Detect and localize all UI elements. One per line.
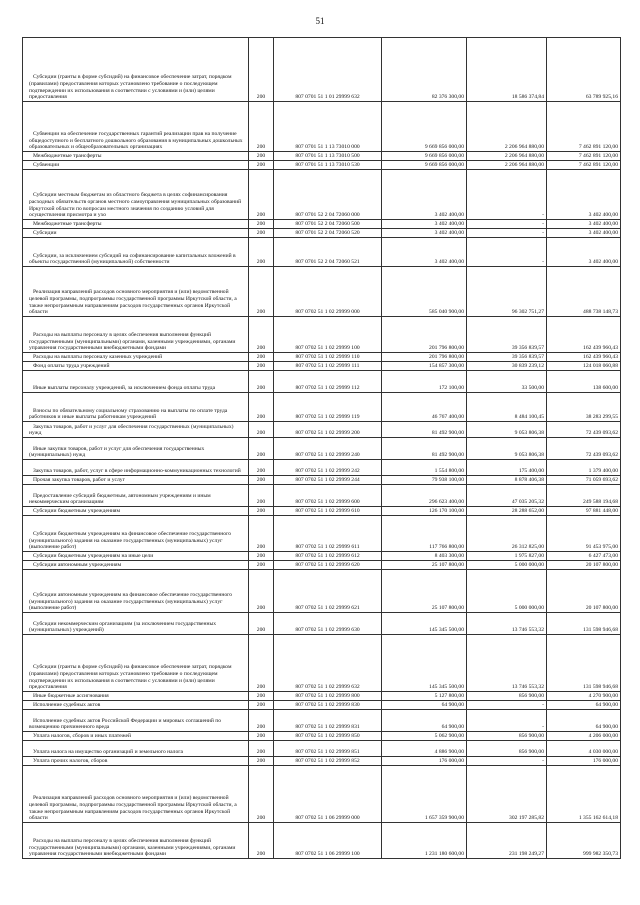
table-row: [23, 152, 621, 161]
table-row: [23, 570, 621, 613]
row-code-cell: 200: [249, 635, 274, 692]
table-row: [23, 38, 621, 102]
row-code-cell: 200: [249, 317, 274, 353]
row-unexecuted-cell: 131 598 946,68: [547, 613, 621, 635]
row-budget-classification-cell: 807 0702 51 1 02 29999 119: [274, 393, 382, 422]
row-unexecuted-cell: 64 900,00: [547, 710, 621, 732]
row-name-text: Иные выплаты персоналу учреждений, за исключением фонда оплаты труда: [33, 385, 216, 392]
row-unexecuted-cell: 20 107 800,00: [547, 570, 621, 613]
row-name-cell: [23, 701, 249, 710]
row-name-cell: [23, 393, 249, 422]
row-unexecuted-cell: 64 900,00: [547, 701, 621, 710]
row-approved-cell: 4 886 900,00: [382, 741, 467, 757]
row-unexecuted-cell: 72 439 093,62: [547, 422, 621, 438]
row-code-cell: 200: [249, 823, 274, 859]
row-approved-cell: 81 492 900,00: [382, 438, 467, 460]
row-budget-classification-cell: 807 0702 51 1 06 29999 000: [274, 766, 382, 823]
row-approved-cell: 9 669 856 000,00: [382, 161, 467, 170]
table-row: [23, 516, 621, 552]
row-name-cell: [23, 238, 249, 267]
row-code-cell: 200: [249, 613, 274, 635]
table-row: [23, 371, 621, 393]
row-budget-classification-cell: 807 0702 51 1 02 29999 200: [274, 422, 382, 438]
row-executed-cell: 13 746 553,32: [467, 613, 547, 635]
row-name-text: Субсидии (гранты в форме субсидий) на финансовое обеспечение затрат, порядком (правилами) предоставления которых установлено требование о последующем подтверждении их использования в соответствии с условиями и (или) целями предоставления: [29, 74, 232, 101]
row-approved-cell: 585 040 900,00: [382, 267, 467, 317]
row-name-cell: [23, 570, 249, 613]
row-approved-cell: 81 492 900,00: [382, 422, 467, 438]
row-name-text: Расходы на выплаты персоналу в целях обеспечения выполнения функций государственными (муниципальными) органами, казенными учреждениями, органами управления государственными внебюджетными фондами: [29, 837, 236, 858]
row-name-cell: [23, 267, 249, 317]
row-name-cell: [23, 710, 249, 732]
table-row: [23, 161, 621, 170]
row-code-cell: 200: [249, 485, 274, 507]
row-name-text: Уплата налога на имущество организаций и земельного налога: [33, 749, 184, 756]
row-name-text: Субсидии автономным учреждениям: [33, 562, 122, 569]
row-name-cell: [23, 507, 249, 516]
row-name-text: Взносы по обязательному социальному страхованию на выплаты по оплате труда работников и иные выплаты работникам учреждений: [29, 407, 228, 421]
row-approved-cell: 3 402 400,00: [382, 238, 467, 267]
row-budget-classification-cell: 807 0701 51 1 01 29999 632: [274, 38, 382, 102]
row-budget-classification-cell: 807 0702 51 1 02 29999 632: [274, 635, 382, 692]
row-name-cell: [23, 422, 249, 438]
row-unexecuted-cell: 3 402 400,00: [547, 229, 621, 238]
row-budget-classification-cell: 807 0702 51 1 02 29999 830: [274, 701, 382, 710]
row-code-cell: 200: [249, 102, 274, 152]
row-budget-classification-cell: 807 0702 51 1 02 29999 600: [274, 485, 382, 507]
row-name-text: Субсидии некоммерческим организациям (за исключением государственных (муниципальных) учреждений): [29, 620, 217, 634]
row-name-text: Межбюджетные трансферты: [33, 153, 102, 160]
row-unexecuted-cell: 7 462 891 120,00: [547, 161, 621, 170]
row-name-text: Фонд оплаты труда учреждений: [33, 363, 110, 370]
row-executed-cell: 9 053 806,38: [467, 422, 547, 438]
row-executed-cell: 26 312 825,00: [467, 516, 547, 552]
row-name-text: Субсидии, за исключением субсидий на софинансирование капитальных вложений в объекты государственной (муниципальной) собственности: [29, 252, 236, 266]
table-row: [23, 362, 621, 371]
row-name-cell: [23, 757, 249, 766]
row-unexecuted-cell: 63 789 925,16: [547, 38, 621, 102]
table-row: [23, 422, 621, 438]
row-approved-cell: 64 900,00: [382, 710, 467, 732]
row-name-cell: [23, 485, 249, 507]
table-row: [23, 460, 621, 476]
row-approved-cell: 5 062 900,00: [382, 732, 467, 741]
row-executed-cell: -: [467, 238, 547, 267]
row-name-text: Субсидии местным бюджетам из областного бюджета в целях софинансирования расходных обязательств органов местного самоуправления муниципальных образований Иркутской области по вопросам местного значения по созданию условий для осуществления присмотра и ухо: [29, 192, 242, 219]
row-unexecuted-cell: 72 439 093,62: [547, 438, 621, 460]
row-name-text: Субвенции на обеспечение государственных гарантий реализации прав на получение общедоступного и бесплатного дошкольного образования в муниципальных дошкольных образовательных и общеобразовательных организациях: [29, 130, 243, 151]
row-name-cell: [23, 38, 249, 102]
row-name-text: Уплата налогов, сборов и иных платежей: [33, 733, 131, 740]
row-unexecuted-cell: 4 030 000,00: [547, 741, 621, 757]
row-code-cell: 200: [249, 220, 274, 229]
row-budget-classification-cell: 807 0702 51 1 02 29999 800: [274, 692, 382, 701]
row-budget-classification-cell: 807 0701 52 2 04 72060 521: [274, 238, 382, 267]
row-budget-classification-cell: 807 0702 51 1 02 29999 112: [274, 371, 382, 393]
table-row: [23, 692, 621, 701]
row-unexecuted-cell: 71 059 693,62: [547, 476, 621, 485]
page-number: 51: [315, 16, 325, 26]
row-budget-classification-cell: 807 0702 51 1 02 29999 852: [274, 757, 382, 766]
row-approved-cell: 1 657 359 900,00: [382, 766, 467, 823]
table-row: [23, 766, 621, 823]
row-code-cell: 200: [249, 152, 274, 161]
table-row: [23, 507, 621, 516]
row-name-text: Субсидии автономным учреждениям на финансовое обеспечение государственного (муниципального) задания на оказание государственных (муниципальных) услуг (выполнение работ): [29, 591, 233, 612]
row-budget-classification-cell: 807 0702 51 1 02 29999 240: [274, 438, 382, 460]
row-approved-cell: 1 231 180 600,00: [382, 823, 467, 859]
row-budget-classification-cell: 807 0702 51 1 02 29999 630: [274, 613, 382, 635]
row-executed-cell: -: [467, 710, 547, 732]
row-unexecuted-cell: 3 402 400,00: [547, 238, 621, 267]
row-budget-classification-cell: 807 0702 51 1 02 29999 851: [274, 741, 382, 757]
table-row: [23, 353, 621, 362]
row-approved-cell: 9 669 856 000,00: [382, 152, 467, 161]
row-name-text: Субсидии: [33, 230, 57, 237]
row-name-cell: [23, 460, 249, 476]
row-approved-cell: 145 345 500,00: [382, 613, 467, 635]
row-code-cell: 200: [249, 732, 274, 741]
row-code-cell: 200: [249, 38, 274, 102]
row-executed-cell: 2 206 964 880,00: [467, 161, 547, 170]
row-name-cell: [23, 476, 249, 485]
row-code-cell: 200: [249, 507, 274, 516]
row-unexecuted-cell: 1 355 162 614,18: [547, 766, 621, 823]
row-name-text: Субсидии бюджетным учреждениям на иные цели: [33, 553, 154, 560]
row-code-cell: 200: [249, 460, 274, 476]
row-unexecuted-cell: 162 439 960,43: [547, 353, 621, 362]
row-executed-cell: -: [467, 229, 547, 238]
row-unexecuted-cell: 91 453 975,00: [547, 516, 621, 552]
row-unexecuted-cell: 162 439 960,43: [547, 317, 621, 353]
row-name-cell: [23, 353, 249, 362]
row-name-text: Прочая закупка товаров, работ и услуг: [33, 477, 125, 484]
row-code-cell: 200: [249, 353, 274, 362]
row-budget-classification-cell: 807 0702 51 1 02 29999 620: [274, 561, 382, 570]
row-executed-cell: 8 878 406,38: [467, 476, 547, 485]
table-row: [23, 229, 621, 238]
row-code-cell: 200: [249, 561, 274, 570]
row-executed-cell: 28 288 652,00: [467, 507, 547, 516]
row-code-cell: 200: [249, 692, 274, 701]
row-executed-cell: -: [467, 170, 547, 220]
row-budget-classification-cell: 807 0702 51 1 02 29999 244: [274, 476, 382, 485]
row-unexecuted-cell: 38 283 299,55: [547, 393, 621, 422]
table-row: [23, 701, 621, 710]
row-budget-classification-cell: 807 0702 51 1 06 29999 100: [274, 823, 382, 859]
row-budget-classification-cell: 807 0702 51 1 02 29999 000: [274, 267, 382, 317]
row-unexecuted-cell: 999 982 350,73: [547, 823, 621, 859]
row-name-cell: [23, 102, 249, 152]
row-name-cell: [23, 371, 249, 393]
row-name-cell: [23, 635, 249, 692]
row-code-cell: 200: [249, 362, 274, 371]
row-approved-cell: 201 796 800,00: [382, 353, 467, 362]
row-executed-cell: 856 900,00: [467, 732, 547, 741]
row-budget-classification-cell: 807 0701 52 2 04 72060 000: [274, 170, 382, 220]
table-row: [23, 613, 621, 635]
row-executed-cell: 2 206 964 880,00: [467, 152, 547, 161]
table-row: [23, 561, 621, 570]
row-approved-cell: 79 938 100,00: [382, 476, 467, 485]
row-name-cell: [23, 561, 249, 570]
row-budget-classification-cell: 807 0701 51 1 13 73010 000: [274, 102, 382, 152]
row-budget-classification-cell: 807 0701 51 1 13 73010 500: [274, 152, 382, 161]
row-executed-cell: 33 500,00: [467, 371, 547, 393]
table-row: [23, 238, 621, 267]
row-approved-cell: 25 107 800,00: [382, 561, 467, 570]
row-code-cell: 200: [249, 238, 274, 267]
row-unexecuted-cell: 4 270 900,00: [547, 692, 621, 701]
row-name-cell: [23, 317, 249, 353]
row-name-text: Субсидии бюджетным учреждениям на финансовое обеспечение государственного (муниципального) задания на оказание государственных (муниципальных) услуг (выполнение работ): [29, 530, 232, 551]
row-name-cell: [23, 552, 249, 561]
table-row: [23, 220, 621, 229]
row-approved-cell: 64 900,00: [382, 701, 467, 710]
row-code-cell: 200: [249, 701, 274, 710]
row-approved-cell: 3 402 400,00: [382, 170, 467, 220]
row-executed-cell: 9 053 806,38: [467, 438, 547, 460]
row-name-text: Исполнение судебных актов: [33, 702, 101, 709]
table-row: [23, 170, 621, 220]
row-code-cell: 200: [249, 516, 274, 552]
row-budget-classification-cell: 807 0701 52 2 04 72060 500: [274, 220, 382, 229]
row-name-text: Реализация направлений расходов основного мероприятия и (или) ведомственной целевой программы, подпрограммы государственной программы Иркутской области, а также непрограммным направлениям расходов государственных органов Иркутской области: [29, 795, 237, 822]
row-budget-classification-cell: 807 0702 51 1 02 29999 611: [274, 516, 382, 552]
row-name-text: Исполнение судебных актов Российской Федерации и мировых соглашений по возмещению причиненного вреда: [29, 717, 222, 731]
row-executed-cell: 856 900,00: [467, 692, 547, 701]
row-approved-cell: 3 402 400,00: [382, 229, 467, 238]
row-unexecuted-cell: 20 107 800,00: [547, 561, 621, 570]
table-row: [23, 476, 621, 485]
row-name-cell: [23, 692, 249, 701]
row-executed-cell: 5 000 000,00: [467, 561, 547, 570]
row-executed-cell: 1 975 827,00: [467, 552, 547, 561]
row-name-cell: [23, 229, 249, 238]
row-code-cell: 200: [249, 438, 274, 460]
row-unexecuted-cell: 488 738 148,73: [547, 267, 621, 317]
table-row: [23, 635, 621, 692]
table-row: [23, 552, 621, 561]
row-executed-cell: 231 198 249,27: [467, 823, 547, 859]
row-approved-cell: 176 000,00: [382, 757, 467, 766]
table-row: [23, 267, 621, 317]
row-executed-cell: 5 000 000,00: [467, 570, 547, 613]
row-name-text: Межбюджетные трансферты: [33, 221, 102, 228]
row-executed-cell: -: [467, 757, 547, 766]
row-unexecuted-cell: 249 588 194,68: [547, 485, 621, 507]
row-code-cell: 200: [249, 229, 274, 238]
row-executed-cell: 18 586 374,84: [467, 38, 547, 102]
row-approved-cell: 9 669 856 000,00: [382, 102, 467, 152]
row-name-cell: [23, 823, 249, 859]
row-unexecuted-cell: 7 462 891 120,00: [547, 102, 621, 152]
row-name-cell: [23, 220, 249, 229]
row-name-cell: [23, 516, 249, 552]
row-name-text: Расходы на выплаты персоналу казенных учреждений: [33, 354, 163, 361]
row-name-text: Предоставление субсидий бюджетным, автономным учреждениям и иным некоммерческим организациям: [29, 492, 211, 506]
table-row: [23, 485, 621, 507]
row-name-cell: [23, 732, 249, 741]
row-unexecuted-cell: 7 462 891 120,00: [547, 152, 621, 161]
row-name-cell: [23, 152, 249, 161]
row-name-text: Уплата прочих налогов, сборов: [33, 758, 108, 765]
row-budget-classification-cell: 807 0702 51 1 02 29999 621: [274, 570, 382, 613]
row-executed-cell: -: [467, 220, 547, 229]
row-unexecuted-cell: 97 881 448,00: [547, 507, 621, 516]
row-approved-cell: 172 100,00: [382, 371, 467, 393]
row-executed-cell: 175 400,00: [467, 460, 547, 476]
row-unexecuted-cell: 3 402 400,00: [547, 220, 621, 229]
row-budget-classification-cell: 807 0702 51 1 02 29999 610: [274, 507, 382, 516]
row-executed-cell: 13 746 553,32: [467, 635, 547, 692]
row-budget-classification-cell: 807 0702 51 1 02 29999 111: [274, 362, 382, 371]
row-code-cell: 200: [249, 170, 274, 220]
row-unexecuted-cell: 6 427 473,00: [547, 552, 621, 561]
row-name-text: Субсидии бюджетным учреждениям: [33, 508, 121, 515]
table-row: [23, 317, 621, 353]
row-budget-classification-cell: 807 0702 51 1 02 29999 612: [274, 552, 382, 561]
row-name-text: Иные закупки товаров, работ и услуг для обеспечения государственных (муниципальных) нужд: [29, 445, 205, 459]
row-code-cell: 200: [249, 393, 274, 422]
row-name-text: Закупка товаров, работ, услуг в сфере информационно-коммуникационных технологий: [33, 468, 241, 475]
row-code-cell: 200: [249, 267, 274, 317]
table-row: [23, 102, 621, 152]
row-budget-classification-cell: 807 0702 51 1 02 29999 831: [274, 710, 382, 732]
row-executed-cell: 30 839 239,12: [467, 362, 547, 371]
row-name-text: Субвенции: [33, 162, 60, 169]
row-budget-classification-cell: 807 0701 52 2 04 72060 520: [274, 229, 382, 238]
table-row: [23, 741, 621, 757]
row-code-cell: 200: [249, 422, 274, 438]
row-name-cell: [23, 766, 249, 823]
row-approved-cell: 25 107 800,00: [382, 570, 467, 613]
row-budget-classification-cell: 807 0702 51 1 02 29999 850: [274, 732, 382, 741]
row-code-cell: 200: [249, 371, 274, 393]
row-approved-cell: 117 766 800,00: [382, 516, 467, 552]
row-name-text: Иные бюджетные ассигнования: [33, 693, 109, 700]
row-approved-cell: 3 402 400,00: [382, 220, 467, 229]
row-executed-cell: 47 035 205,32: [467, 485, 547, 507]
row-name-cell: [23, 438, 249, 460]
row-name-text: Закупка товаров, работ и услуг для обеспечения государственных (муниципальных) нужд: [29, 423, 234, 437]
table-row: [23, 757, 621, 766]
row-unexecuted-cell: 138 600,00: [547, 371, 621, 393]
row-approved-cell: 5 127 800,00: [382, 692, 467, 701]
row-code-cell: 200: [249, 161, 274, 170]
row-executed-cell: 856 900,00: [467, 741, 547, 757]
row-approved-cell: 8 403 300,00: [382, 552, 467, 561]
table-row: [23, 732, 621, 741]
row-name-cell: [23, 741, 249, 757]
row-unexecuted-cell: 176 000,00: [547, 757, 621, 766]
row-executed-cell: 302 197 285,82: [467, 766, 547, 823]
row-code-cell: 200: [249, 552, 274, 561]
row-code-cell: 200: [249, 766, 274, 823]
row-approved-cell: 201 796 800,00: [382, 317, 467, 353]
row-budget-classification-cell: 807 0701 51 1 13 73010 530: [274, 161, 382, 170]
row-executed-cell: 2 206 964 880,00: [467, 102, 547, 152]
row-unexecuted-cell: 124 018 060,88: [547, 362, 621, 371]
row-approved-cell: 296 623 400,00: [382, 485, 467, 507]
row-name-text: Субсидии (гранты в форме субсидий) на финансовое обеспечение затрат, порядком (правилами) предоставления которых установлено требование о последующем подтверждении их использования в соответствии с условиями и (или) целями предоставления: [29, 664, 232, 691]
table-row: [23, 393, 621, 422]
row-approved-cell: 154 857 300,00: [382, 362, 467, 371]
row-code-cell: 200: [249, 476, 274, 485]
row-executed-cell: 96 302 751,27: [467, 267, 547, 317]
row-name-cell: [23, 362, 249, 371]
row-code-cell: 200: [249, 570, 274, 613]
table-row: [23, 438, 621, 460]
row-name-cell: [23, 170, 249, 220]
table-row: [23, 710, 621, 732]
row-budget-classification-cell: 807 0702 51 1 02 29999 100: [274, 317, 382, 353]
row-unexecuted-cell: 1 379 400,00: [547, 460, 621, 476]
row-name-cell: [23, 161, 249, 170]
row-approved-cell: 1 554 800,00: [382, 460, 467, 476]
row-executed-cell: -: [467, 701, 547, 710]
row-name-cell: [23, 613, 249, 635]
row-executed-cell: 8 484 100,45: [467, 393, 547, 422]
budget-execution-table: [22, 37, 621, 859]
row-unexecuted-cell: 4 206 000,00: [547, 732, 621, 741]
row-executed-cell: 39 356 839,57: [467, 353, 547, 362]
row-approved-cell: 46 767 400,00: [382, 393, 467, 422]
row-name-text: Реализация направлений расходов основного мероприятия и (или) ведомственной целевой программы, подпрограммы государственной программы Иркутской области, а также непрограммным направлениям расходов государственных органов Иркутской области: [29, 289, 237, 316]
table-row: [23, 823, 621, 859]
row-approved-cell: 126 170 100,00: [382, 507, 467, 516]
row-budget-classification-cell: 807 0702 51 1 02 29999 242: [274, 460, 382, 476]
row-code-cell: 200: [249, 757, 274, 766]
row-unexecuted-cell: 131 598 946,68: [547, 635, 621, 692]
row-name-text: Расходы на выплаты персоналу в целях обеспечения выполнения функций государственными (муниципальными) органами, казенными учреждениями, органами управления государственными внебюджетными фондами: [29, 331, 236, 352]
row-approved-cell: 82 376 300,00: [382, 38, 467, 102]
row-unexecuted-cell: 3 402 400,00: [547, 170, 621, 220]
row-code-cell: 200: [249, 741, 274, 757]
row-approved-cell: 145 345 500,00: [382, 635, 467, 692]
row-executed-cell: 39 356 839,57: [467, 317, 547, 353]
row-budget-classification-cell: 807 0702 51 1 02 29999 110: [274, 353, 382, 362]
row-code-cell: 200: [249, 710, 274, 732]
